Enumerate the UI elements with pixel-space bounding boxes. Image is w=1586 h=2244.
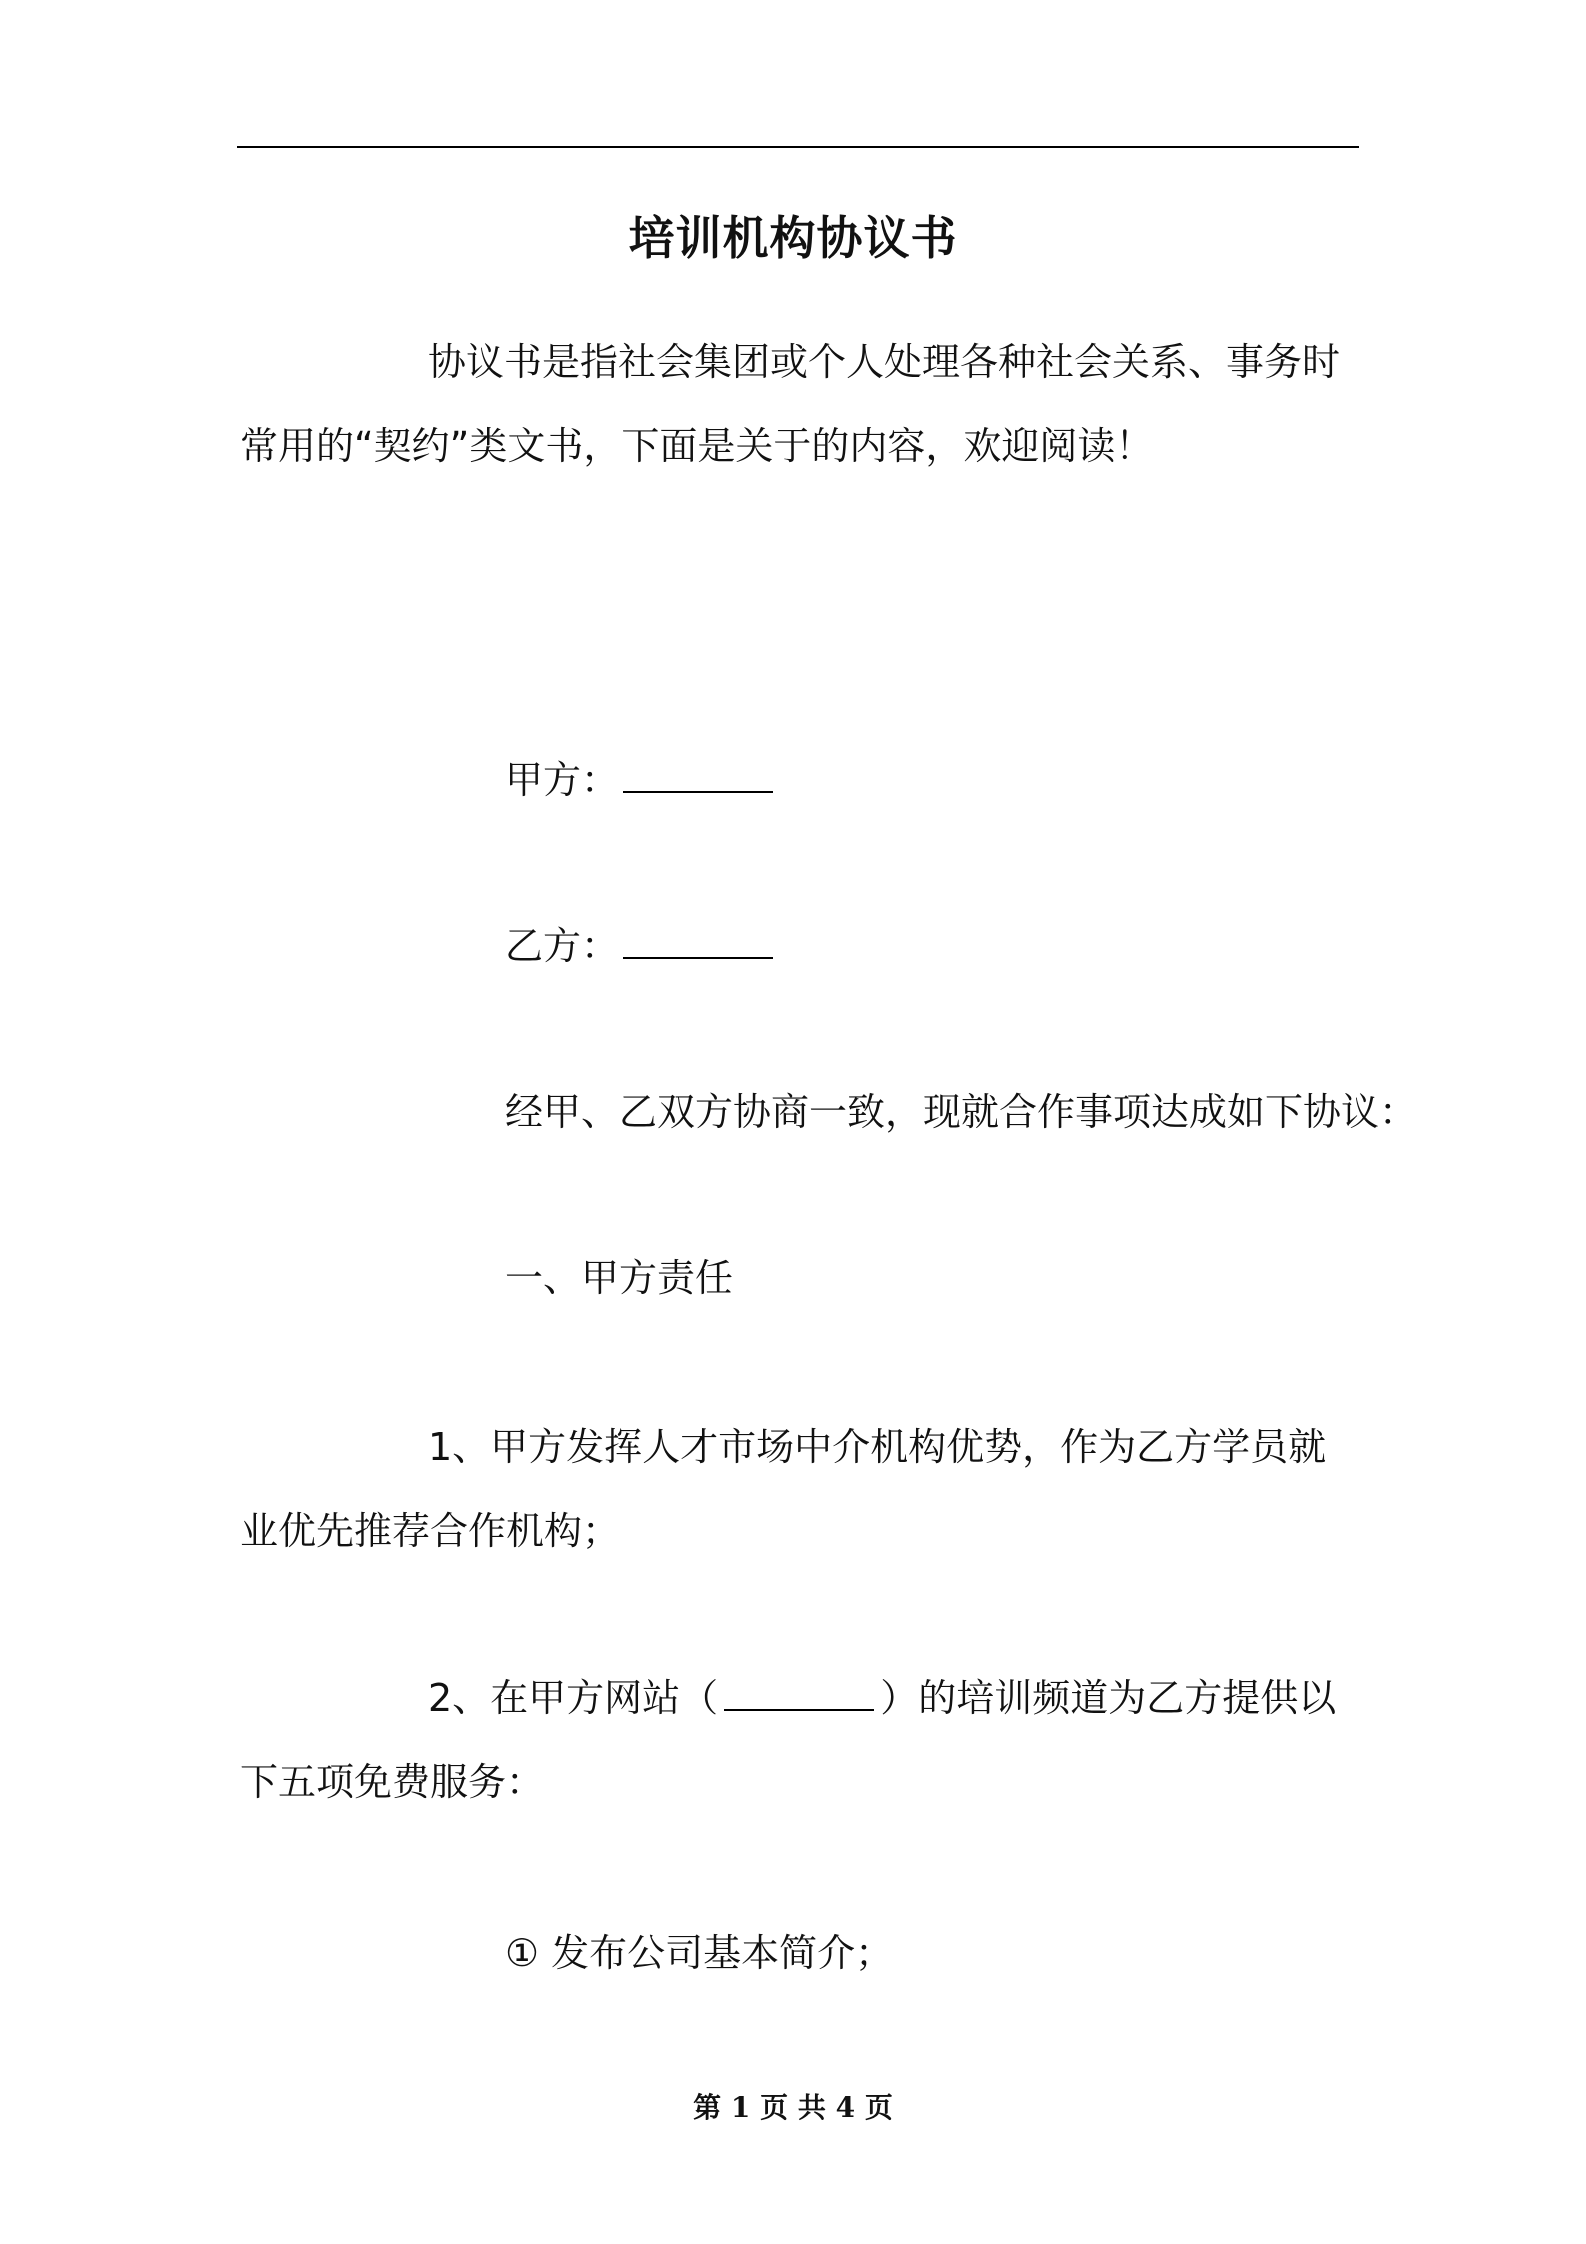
party-b-line bbox=[505, 918, 773, 974]
item2-suffix: ）的培训频道为乙方提供以下五项免费服务： bbox=[240, 1676, 1337, 1804]
party-b-label: 乙方： bbox=[505, 924, 620, 968]
agreement-line: 经甲、乙双方协商一致，现就合作事项达成如下协议： bbox=[505, 1090, 1418, 1134]
item2-prefix: 2、在甲方网站（ bbox=[428, 1676, 719, 1720]
sub-item1: ① 发布公司基本简介； bbox=[505, 1931, 894, 1975]
document-title: 培训机构协议书 bbox=[628, 211, 958, 265]
party-b-blank bbox=[623, 921, 773, 959]
page-indicator: 第 1 页 共 4 页 bbox=[693, 2091, 893, 2124]
party-a-label: 甲方： bbox=[505, 758, 620, 802]
party-a-blank bbox=[623, 755, 773, 793]
intro-paragraph: 协议书是指社会集团或个人处理各种社会关系、事务时常用的“契约”类文书，下面是关于的内容，欢迎阅读！ bbox=[240, 340, 1341, 468]
party-a-line bbox=[505, 752, 773, 808]
website-blank bbox=[724, 1675, 874, 1711]
section1-heading: 一、甲方责任 bbox=[505, 1256, 734, 1300]
item1-paragraph: 1、甲方发挥人才市场中介机构优势，作为乙方学员就业优先推荐合作机构； bbox=[240, 1425, 1327, 1553]
header-rule bbox=[237, 146, 1359, 148]
item2-paragraph bbox=[240, 1656, 1360, 1824]
